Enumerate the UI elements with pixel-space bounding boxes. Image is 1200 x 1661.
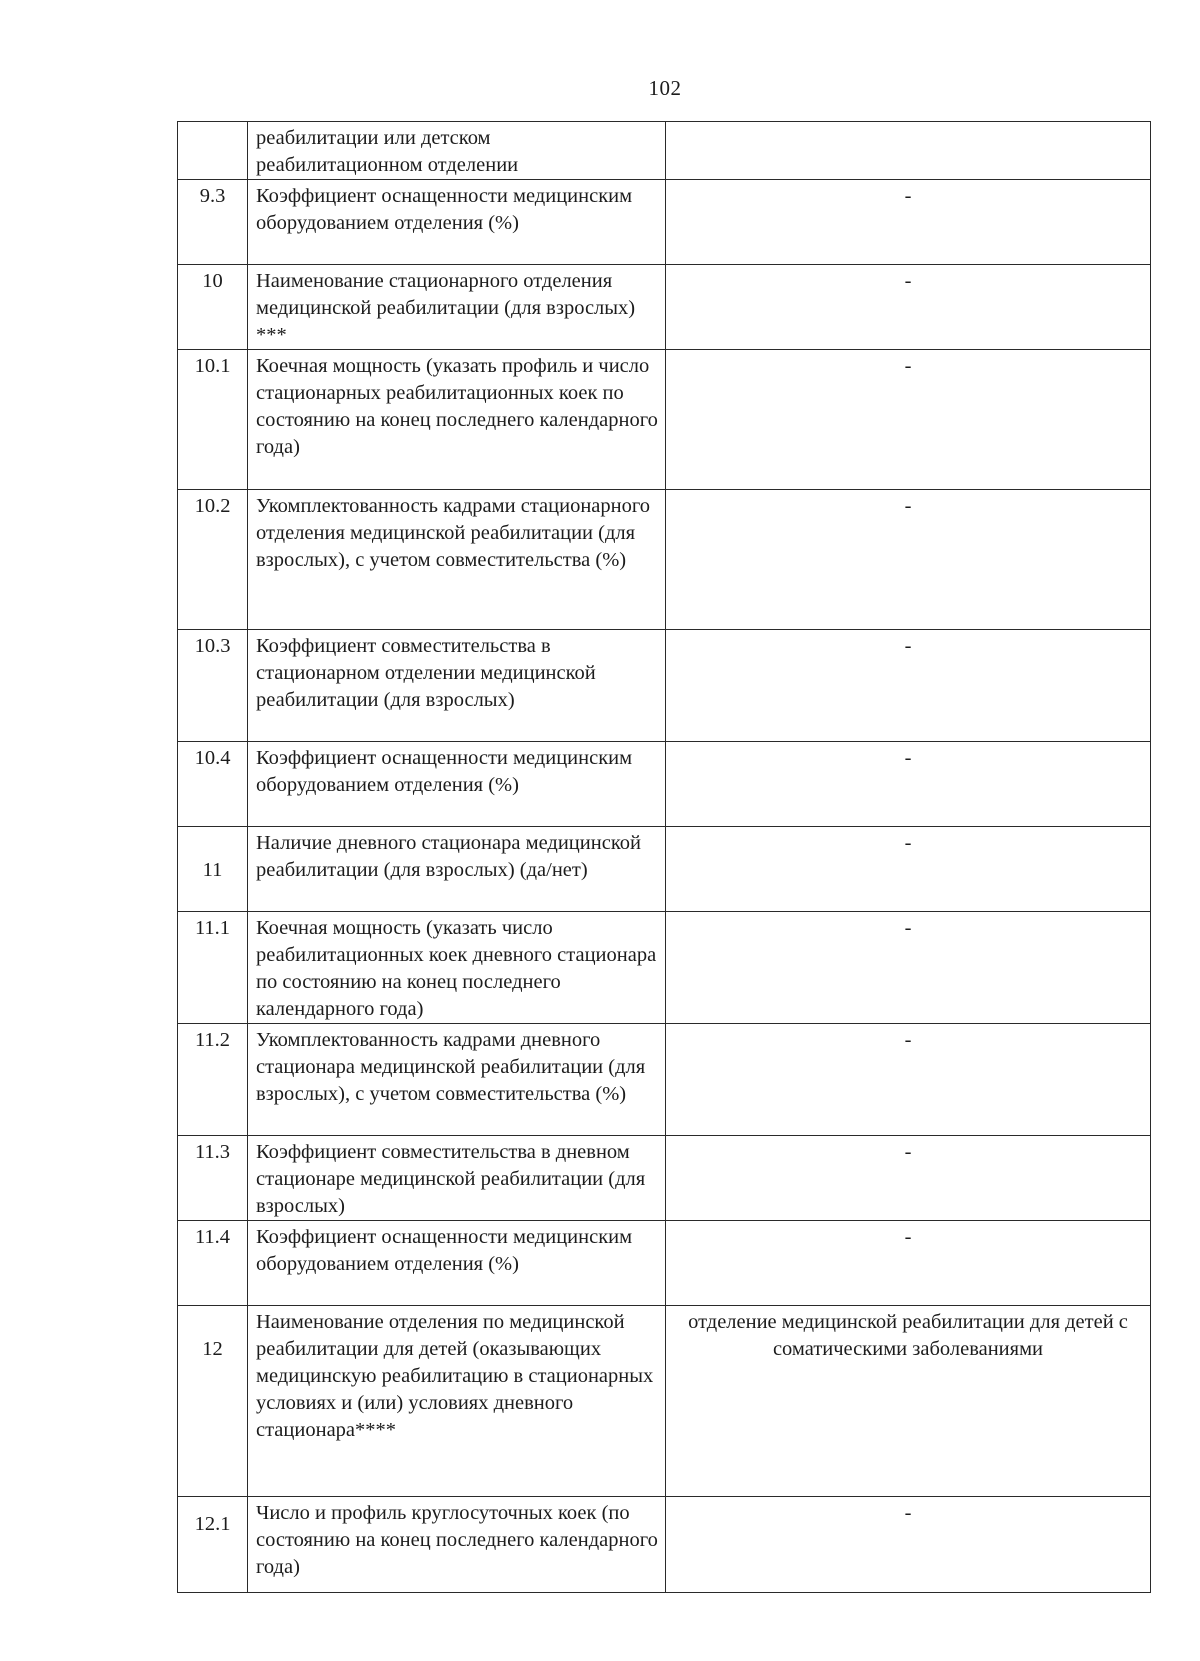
indicator-value: - — [666, 350, 1151, 490]
indicator-name: Наименование стационарного отделения медицинской реабилитации (для взрослых) *** — [248, 265, 666, 350]
row-number — [178, 122, 248, 180]
indicator-name: Наличие дневного стационара медицинской реабилитации (для взрослых) (да/нет) — [248, 827, 666, 912]
indicator-value: отделение медицинской реабилитации для детей с соматическими заболеваниями — [666, 1306, 1151, 1497]
row-number: 10.3 — [178, 630, 248, 742]
row-number: 10 — [178, 265, 248, 350]
table-row — [178, 1024, 1151, 1136]
indicator-name: Коэффициент оснащенности медицинским оборудованием отделения (%) — [248, 180, 666, 265]
row-number: 10.2 — [178, 490, 248, 630]
indicators-table — [177, 121, 1151, 1593]
indicator-name: Коэффициент оснащенности медицинским оборудованием отделения (%) — [248, 742, 666, 827]
row-number: 11.4 — [178, 1221, 248, 1306]
indicator-value: - — [666, 1221, 1151, 1306]
row-number: 11 — [178, 827, 248, 912]
indicator-value: - — [666, 1497, 1151, 1593]
table-row — [178, 1306, 1151, 1497]
indicator-value: - — [666, 265, 1151, 350]
indicator-name: Наименование отделения по медицинской реабилитации для детей (оказывающих медицинскую реабилитацию в стационарных условиях и (или) условиях дневного стационара**** — [248, 1306, 666, 1497]
table-row — [178, 180, 1151, 265]
page-number: 102 — [648, 76, 682, 100]
indicator-name: Коэффициент совместительства в стационарном отделении медицинской реабилитации (для взрослых) — [248, 630, 666, 742]
table-row — [178, 1136, 1151, 1221]
row-number: 10.4 — [178, 742, 248, 827]
indicator-name: Коечная мощность (указать число реабилитационных коек дневного стационара по состоянию на конец последнего календарного года) — [248, 912, 666, 1024]
table-row — [178, 1497, 1151, 1593]
table-row — [178, 742, 1151, 827]
indicator-value: - — [666, 630, 1151, 742]
indicator-value: - — [666, 1024, 1151, 1136]
indicator-name: Укомплектованность кадрами стационарного отделения медицинской реабилитации (для взрослых), с учетом совместительства (%) — [248, 490, 666, 630]
indicator-value — [666, 122, 1151, 180]
table-row — [178, 827, 1151, 912]
table-row — [178, 912, 1151, 1024]
indicator-value: - — [666, 827, 1151, 912]
indicator-value: - — [666, 180, 1151, 265]
indicator-name: Число и профиль круглосуточных коек (по состоянию на конец последнего календарного года) — [248, 1497, 666, 1593]
indicator-name: Коэффициент оснащенности медицинским оборудованием отделения (%) — [248, 1221, 666, 1306]
row-number: 9.3 — [178, 180, 248, 265]
row-number: 10.1 — [178, 350, 248, 490]
row-number: 11.3 — [178, 1136, 248, 1221]
indicator-value: - — [666, 1136, 1151, 1221]
indicator-name: Коэффициент совместительства в дневном стационаре медицинской реабилитации (для взрослых) — [248, 1136, 666, 1221]
table-row — [178, 350, 1151, 490]
indicator-name: Укомплектованность кадрами дневного стационара медицинской реабилитации (для взрослых), с учетом совместительства (%) — [248, 1024, 666, 1136]
row-number: 12 — [178, 1306, 248, 1497]
table-row — [178, 265, 1151, 350]
row-number: 12.1 — [178, 1497, 248, 1593]
table-row — [178, 490, 1151, 630]
indicator-name: Коечная мощность (указать профиль и число стационарных реабилитационных коек по состоянию на конец последнего календарного года) — [248, 350, 666, 490]
indicator-value: - — [666, 912, 1151, 1024]
table-row — [178, 1221, 1151, 1306]
table-row — [178, 630, 1151, 742]
indicator-name: реабилитации или детском реабилитационном отделении — [248, 122, 666, 180]
table-row — [178, 122, 1151, 180]
row-number: 11.2 — [178, 1024, 248, 1136]
indicator-value: - — [666, 742, 1151, 827]
row-number: 11.1 — [178, 912, 248, 1024]
indicator-value: - — [666, 490, 1151, 630]
